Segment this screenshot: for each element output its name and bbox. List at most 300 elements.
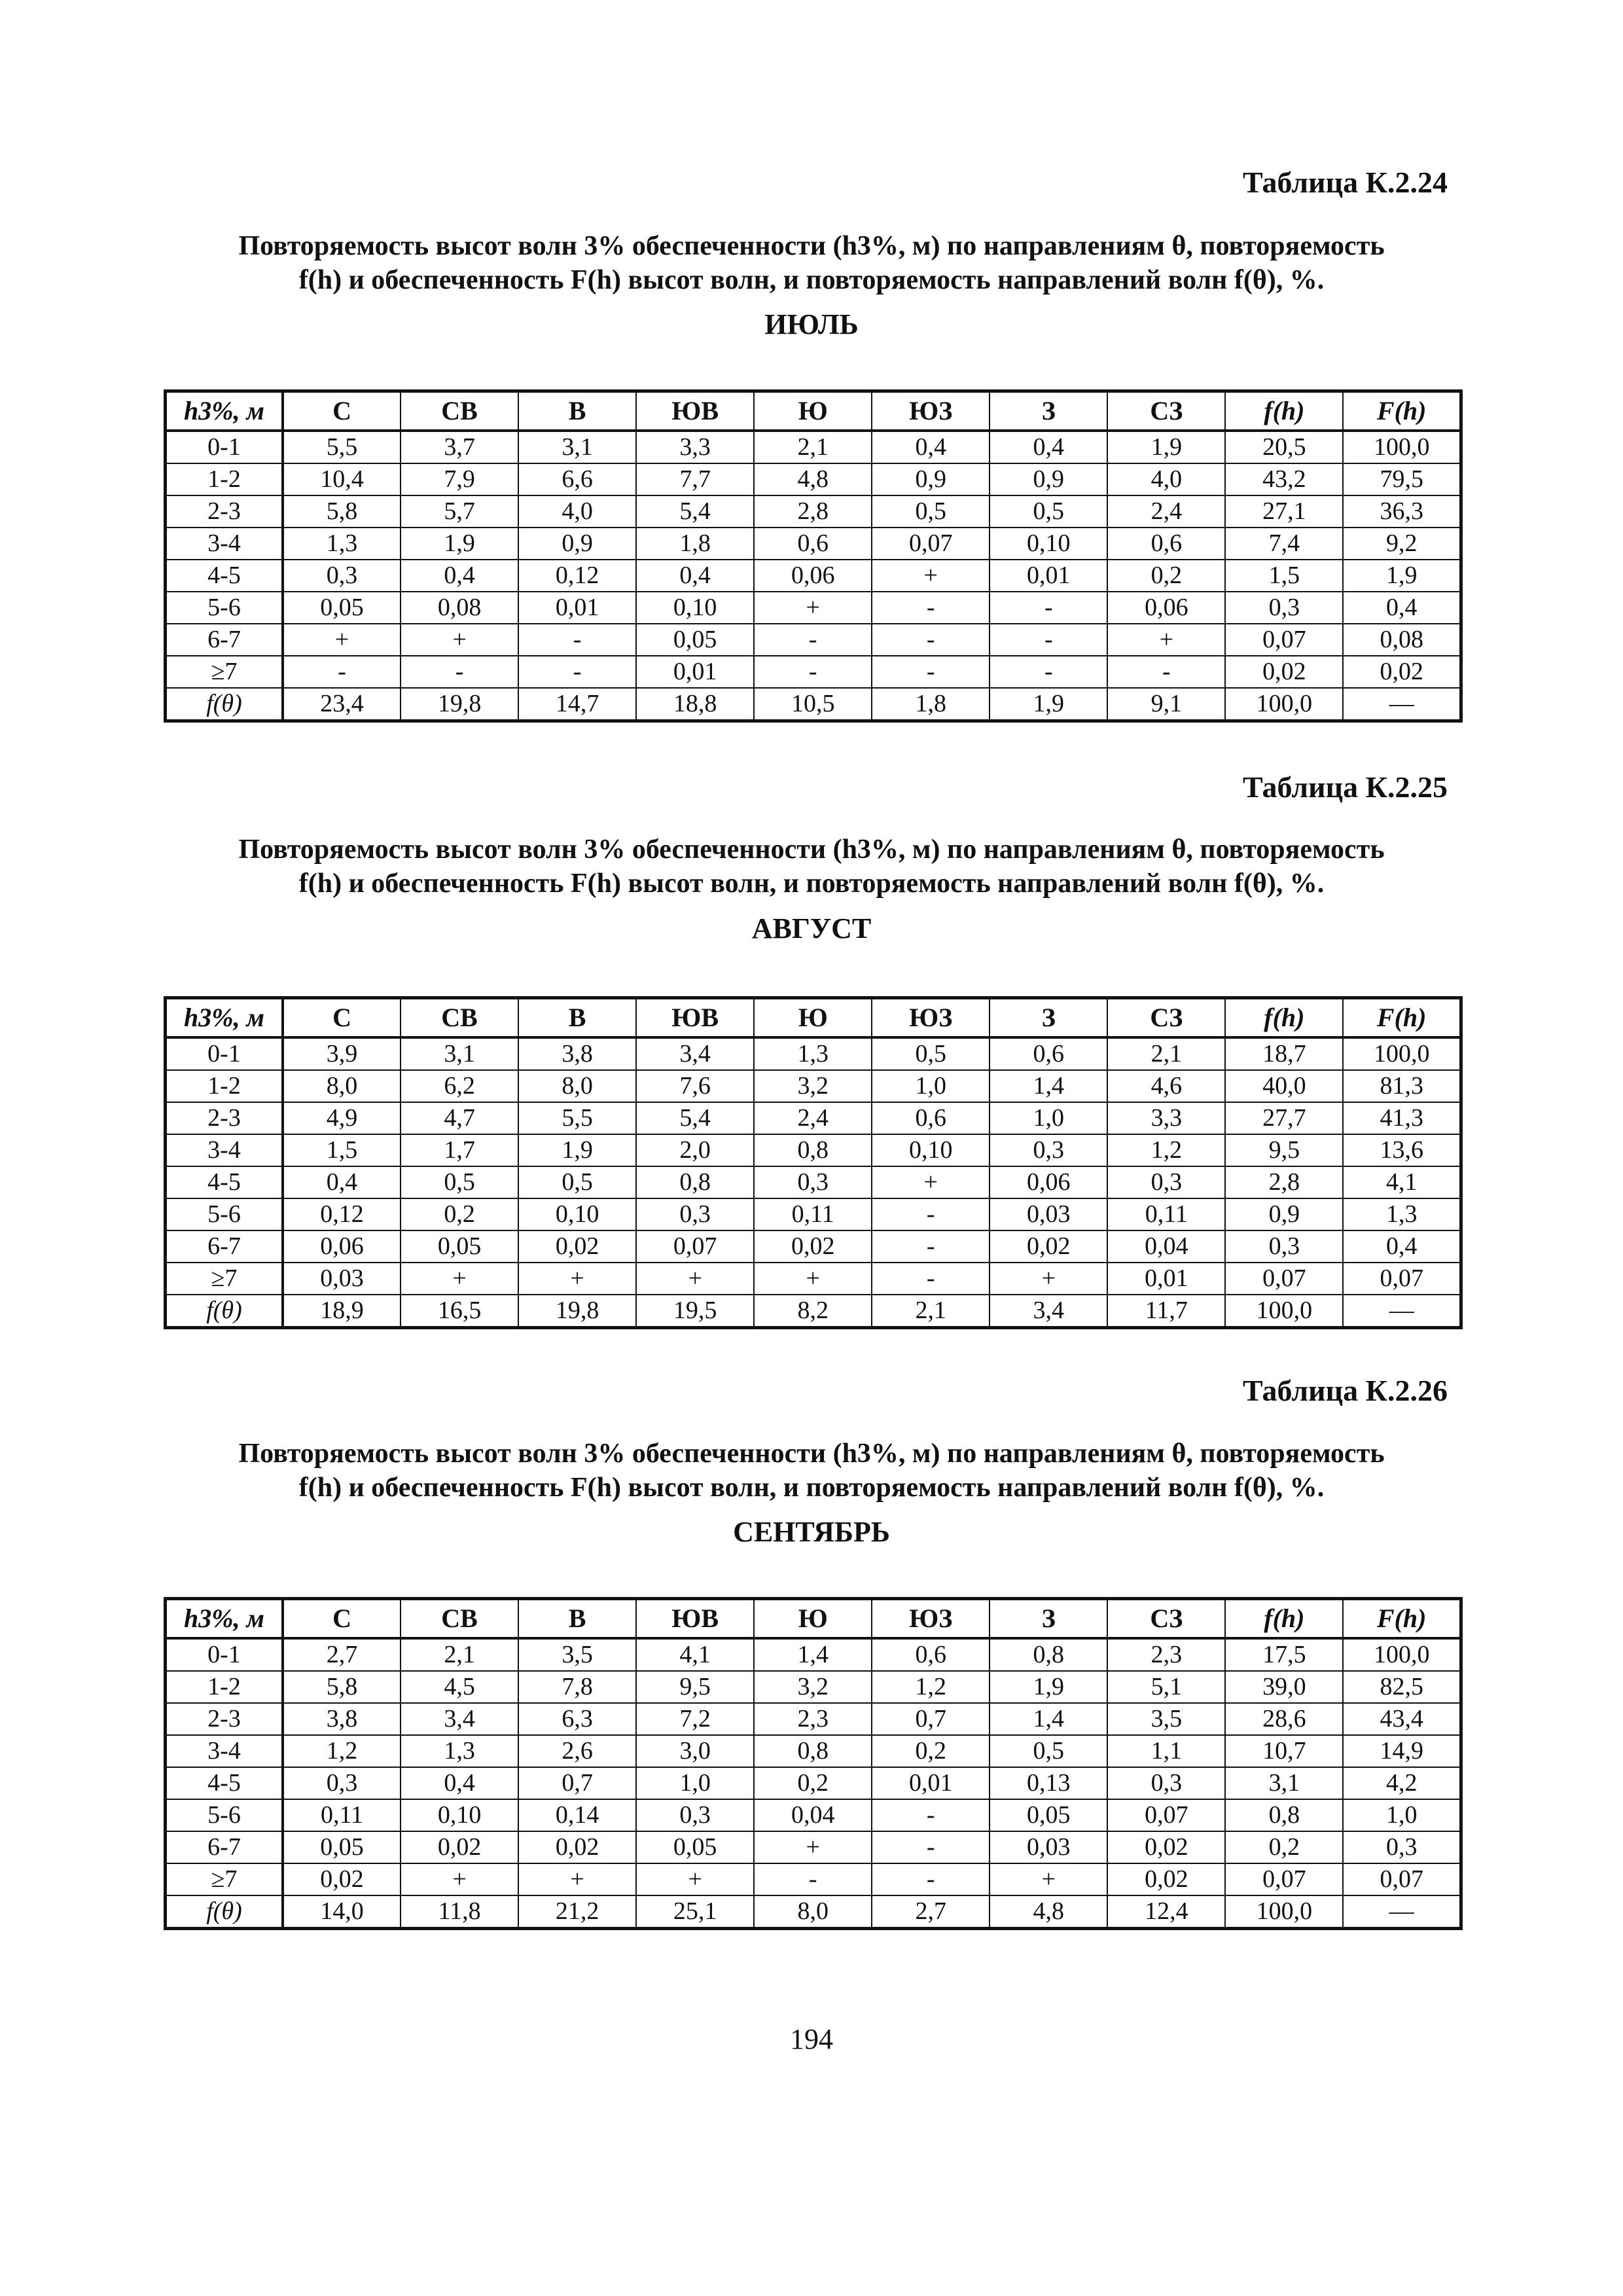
caption-line-2: f(h) и обеспеченность F(h) высот волн, и повторяемость направлений волн f(θ), %. [298,265,1325,295]
table-cell: 1,0 [990,1102,1107,1134]
table-cell: 0,07 [1343,1263,1461,1295]
table-cell: 0,5 [872,495,990,528]
table-cell: 4,0 [518,495,636,528]
table-cell: 10,7 [1225,1735,1343,1767]
table-cell: 27,7 [1225,1102,1343,1134]
table-cell: 3,4 [990,1295,1107,1328]
row-label-cell: 1-2 [166,463,283,495]
table-cell: - [872,1863,990,1895]
table-cell: 0,08 [401,592,518,624]
table-cell: 3,2 [754,1070,872,1102]
table-cell: 0,04 [754,1799,872,1831]
table-cell: 1,0 [636,1767,754,1799]
table-cell: 9,1 [1107,688,1225,721]
row-label-cell: 4-5 [166,1166,283,1198]
table-cell: 1,3 [754,1037,872,1070]
table-cell: 8,0 [518,1070,636,1102]
table-cell: 7,4 [1225,528,1343,560]
table-cell: 2,1 [872,1295,990,1328]
table-cell: 14,0 [283,1895,401,1929]
table-row [166,1671,1461,1703]
table-cell: 0,06 [990,1166,1107,1198]
table-cell: + [636,1863,754,1895]
table-cell: 3,7 [401,431,518,463]
header-cell: ЮЗ [872,391,990,431]
table-cell: 0,3 [990,1134,1107,1166]
table-cell: 2,7 [872,1895,990,1929]
table-cell: 4,7 [401,1102,518,1134]
table-cell: - [754,656,872,688]
table-cell: 17,5 [1225,1638,1343,1671]
table-cell: 25,1 [636,1895,754,1929]
table-caption [0,1437,1623,1505]
header-cell: f(h) [1225,1599,1343,1639]
row-label-cell: f(θ) [166,1295,283,1328]
table-cell: — [1343,1295,1461,1328]
table-cell: 0,6 [1107,528,1225,560]
table-label: Таблица К.2.25 [1242,770,1448,804]
table-cell: 1,4 [990,1703,1107,1735]
table-cell: 0,4 [1343,1230,1461,1263]
header-cell: СВ [401,1599,518,1639]
header-cell: f(h) [1225,391,1343,431]
header-cell: В [518,1599,636,1639]
table-cell: 0,6 [754,528,872,560]
table-cell: 3,3 [636,431,754,463]
table-cell: + [636,1263,754,1295]
table-cell: 3,5 [518,1638,636,1671]
header-cell: Ю [754,998,872,1038]
table-cell: 0,10 [636,592,754,624]
table-cell: 3,1 [518,431,636,463]
table-cell: 1,9 [1107,431,1225,463]
table-cell: 3,5 [1107,1703,1225,1735]
table-cell: 1,3 [1343,1198,1461,1230]
table-cell: 43,4 [1343,1703,1461,1735]
table-cell: 3,9 [283,1037,401,1070]
table-cell: 0,5 [990,1735,1107,1767]
table-cell: 0,6 [872,1102,990,1134]
table-cell: 0,3 [636,1198,754,1230]
row-label-cell: f(θ) [166,688,283,721]
header-cell-height: h3%, м [166,1599,283,1639]
table-cell: 1,9 [1343,560,1461,592]
table-row [166,1166,1461,1198]
table-cell: 0,7 [518,1767,636,1799]
table-cell: 0,03 [283,1263,401,1295]
table-row [166,463,1461,495]
table-cell: 0,01 [872,1767,990,1799]
table-cell: 16,5 [401,1295,518,1328]
table-cell: 2,1 [401,1638,518,1671]
table-cell: 0,10 [401,1799,518,1831]
table-cell: 0,3 [283,560,401,592]
row-label-cell: 1-2 [166,1671,283,1703]
table-cell: 2,8 [754,495,872,528]
table-cell: - [872,1198,990,1230]
table-cell: 0,07 [1343,1863,1461,1895]
table-cell: - [401,656,518,688]
table-cell: 39,0 [1225,1671,1343,1703]
table-cell: 0,3 [1107,1166,1225,1198]
table-cell: 0,4 [1343,592,1461,624]
table-cell: 13,6 [1343,1134,1461,1166]
table-cell: 0,2 [872,1735,990,1767]
header-cell: ЮЗ [872,998,990,1038]
table-cell: 3,1 [1225,1767,1343,1799]
table-cell: 2,7 [283,1638,401,1671]
table-cell: 11,7 [1107,1295,1225,1328]
table-cell: 82,5 [1343,1671,1461,1703]
table-cell: 43,2 [1225,463,1343,495]
header-cell: З [990,391,1107,431]
table-cell: — [1343,688,1461,721]
header-cell: Ю [754,391,872,431]
table-cell: 2,6 [518,1735,636,1767]
table-cell: 0,07 [872,528,990,560]
table-cell: - [754,624,872,656]
table-caption [0,229,1623,297]
table-cell: 81,3 [1343,1070,1461,1102]
table-cell: 4,0 [1107,463,1225,495]
table-cell: 14,7 [518,688,636,721]
table-cell: 6,3 [518,1703,636,1735]
table-cell: 0,07 [1107,1799,1225,1831]
table-cell: 3,2 [754,1671,872,1703]
table-cell: 28,6 [1225,1703,1343,1735]
table-cell: 6,6 [518,463,636,495]
table-row [166,1295,1461,1328]
table-cell: 1,4 [754,1638,872,1671]
table-cell: 0,2 [401,1198,518,1230]
table-cell: 20,5 [1225,431,1343,463]
row-label-cell: 5-6 [166,1799,283,1831]
table-cell: 14,9 [1343,1735,1461,1767]
table-cell: 8,2 [754,1295,872,1328]
table-row [166,624,1461,656]
row-label-cell: 4-5 [166,560,283,592]
row-label-cell: 2-3 [166,1102,283,1134]
table-row [166,1230,1461,1263]
table-cell: 4,1 [1343,1166,1461,1198]
table-cell: 0,11 [1107,1198,1225,1230]
table-cell: 0,5 [518,1166,636,1198]
table-row [166,656,1461,688]
table-cell: 0,06 [754,560,872,592]
table-cell: 0,13 [990,1767,1107,1799]
table-cell: 0,10 [990,528,1107,560]
table-cell: - [872,1230,990,1263]
table-cell: 5,8 [283,1671,401,1703]
row-label-cell: 0-1 [166,1638,283,1671]
table-cell: 3,4 [636,1037,754,1070]
table-cell: 100,0 [1225,1295,1343,1328]
table-cell: - [518,656,636,688]
table-cell: - [990,624,1107,656]
table-cell: 12,4 [1107,1895,1225,1929]
table-row [166,1638,1461,1671]
table-cell: 1,2 [283,1735,401,1767]
table-cell: 23,4 [283,688,401,721]
table-cell: 0,06 [1107,592,1225,624]
table-row [166,1895,1461,1929]
table-cell: 40,0 [1225,1070,1343,1102]
table-cell: 2,1 [754,431,872,463]
row-label-cell: 3-4 [166,1134,283,1166]
table-cell: 0,9 [990,463,1107,495]
row-label-cell: 6-7 [166,624,283,656]
table-cell: 0,02 [1343,656,1461,688]
table-cell: 0,8 [636,1166,754,1198]
header-row [166,1599,1461,1639]
table-cell: 1,4 [990,1070,1107,1102]
table-row [166,528,1461,560]
page-number: 194 [790,2023,833,2055]
table-cell: + [401,624,518,656]
table-cell: 1,9 [518,1134,636,1166]
header-cell: ЮВ [636,391,754,431]
table-cell: 2,4 [1107,495,1225,528]
table-cell: 1,2 [1107,1134,1225,1166]
table-cell: + [754,1831,872,1863]
table-cell: 5,4 [636,1102,754,1134]
table-cell: 1,3 [401,1735,518,1767]
table-cell: 1,9 [401,528,518,560]
table-cell: 0,02 [283,1863,401,1895]
table-cell: 0,9 [872,463,990,495]
table-cell: 0,05 [283,592,401,624]
header-cell: F(h) [1343,391,1461,431]
table-cell: - [872,1799,990,1831]
table-cell: 3,0 [636,1735,754,1767]
table-cell: 0,02 [754,1230,872,1263]
caption-line-1: Повторяемость высот волн 3% обеспеченности (h3%, м) по направлениям θ, повторяемость [238,834,1385,865]
table-cell: 5,5 [518,1102,636,1134]
table-cell: 0,10 [518,1198,636,1230]
table-cell: 3,8 [283,1703,401,1735]
header-cell: СЗ [1107,998,1225,1038]
table-cell: 0,12 [518,560,636,592]
table-cell: 4,5 [401,1671,518,1703]
table-cell: - [872,656,990,688]
row-label-cell: 6-7 [166,1831,283,1863]
table-cell: 4,9 [283,1102,401,1134]
table-cell: 0,5 [401,1166,518,1198]
row-label-cell: 3-4 [166,528,283,560]
table-cell: 21,2 [518,1895,636,1929]
table-cell: 7,2 [636,1703,754,1735]
header-cell: З [990,1599,1107,1639]
table-caption [0,833,1623,901]
table-cell: 10,4 [283,463,401,495]
table-cell: + [283,624,401,656]
header-cell-height: h3%, м [166,391,283,431]
table-row [166,560,1461,592]
table-row [166,1037,1461,1070]
table-cell: 2,0 [636,1134,754,1166]
table-cell: - [990,656,1107,688]
table-cell: 0,3 [1343,1831,1461,1863]
table-cell: 1,9 [990,1671,1107,1703]
table-cell: 0,05 [401,1230,518,1263]
header-cell: СВ [401,998,518,1038]
table-cell: 3,4 [401,1703,518,1735]
table-cell: - [283,656,401,688]
table-cell: 8,0 [754,1895,872,1929]
table-cell: - [872,1263,990,1295]
table-cell: 18,8 [636,688,754,721]
table-cell: 0,4 [283,1166,401,1198]
table-cell: 3,3 [1107,1102,1225,1134]
table-cell: 3,8 [518,1037,636,1070]
table-cell: 0,02 [1225,656,1343,688]
table-cell: 1,9 [990,688,1107,721]
table-cell: 0,3 [1225,592,1343,624]
table-cell: - [990,592,1107,624]
row-label-cell: 6-7 [166,1230,283,1263]
table-cell: + [754,592,872,624]
table-cell: 1,1 [1107,1735,1225,1767]
table-cell: 1,5 [283,1134,401,1166]
table-cell: + [990,1863,1107,1895]
table-cell: 0,01 [1107,1263,1225,1295]
table-cell: 5,5 [283,431,401,463]
table-cell: 0,14 [518,1799,636,1831]
table-cell: 7,6 [636,1070,754,1102]
table-cell: 0,2 [1225,1831,1343,1863]
table-cell: 0,07 [1225,1263,1343,1295]
table-cell: + [401,1263,518,1295]
table-row [166,688,1461,721]
table-cell: - [1107,656,1225,688]
caption-line-1: Повторяемость высот волн 3% обеспеченности (h3%, м) по направлениям θ, повторяемость [238,231,1385,261]
table-row [166,1703,1461,1735]
table-cell: 9,5 [1225,1134,1343,1166]
table-row [166,431,1461,463]
table-cell: 0,01 [990,560,1107,592]
row-label-cell: 5-6 [166,592,283,624]
table-label: Таблица К.2.26 [1242,1374,1448,1407]
table-cell: 1,0 [872,1070,990,1102]
row-label-cell: 2-3 [166,495,283,528]
data-table [164,996,1463,1329]
table-cell: 2,4 [754,1102,872,1134]
table-cell: 1,7 [401,1134,518,1166]
row-label-cell: 3-4 [166,1735,283,1767]
table-cell: 0,4 [401,1767,518,1799]
table-cell: 0,4 [990,431,1107,463]
table-cell: 0,07 [636,1230,754,1263]
header-cell: В [518,391,636,431]
table-row [166,1735,1461,1767]
row-label-cell: 1-2 [166,1070,283,1102]
table-cell: 0,4 [401,560,518,592]
table-cell: 0,9 [518,528,636,560]
table-cell: - [872,624,990,656]
table-row [166,1198,1461,1230]
table-cell: 0,11 [754,1198,872,1230]
row-label-cell: 4-5 [166,1767,283,1799]
table-cell: 5,1 [1107,1671,1225,1703]
table-cell: 0,10 [872,1134,990,1166]
table-cell: 36,3 [1343,495,1461,528]
header-cell: F(h) [1343,1599,1461,1639]
table-cell: 0,8 [1225,1799,1343,1831]
table-cell: 0,5 [872,1037,990,1070]
table-cell: 19,8 [401,688,518,721]
table-row [166,1263,1461,1295]
table-cell: 9,5 [636,1671,754,1703]
row-label-cell: ≥7 [166,656,283,688]
table-cell: 0,3 [283,1767,401,1799]
table-cell: 27,1 [1225,495,1343,528]
table-cell: 2,3 [1107,1638,1225,1671]
month-title: ИЮЛЬ [764,308,859,340]
table-cell: 0,4 [872,431,990,463]
table-cell: 2,3 [754,1703,872,1735]
table-cell: 5,4 [636,495,754,528]
row-label-cell: 5-6 [166,1198,283,1230]
header-cell: F(h) [1343,998,1461,1038]
row-label-cell: f(θ) [166,1895,283,1929]
table-cell: 0,03 [990,1831,1107,1863]
table-cell: 0,01 [636,656,754,688]
table-cell: 5,8 [283,495,401,528]
caption-line-2: f(h) и обеспеченность F(h) высот волн, и повторяемость направлений волн f(θ), %. [298,869,1325,899]
table-cell: 0,5 [990,495,1107,528]
table-cell: 2,8 [1225,1166,1343,1198]
table-cell: 0,4 [636,560,754,592]
row-label-cell: 2-3 [166,1703,283,1735]
table-cell: + [1107,624,1225,656]
table-cell: 0,6 [990,1037,1107,1070]
header-row [166,391,1461,431]
table-cell: + [518,1863,636,1895]
table-cell: 0,9 [1225,1198,1343,1230]
table-cell: 18,9 [283,1295,401,1328]
table-cell: 0,8 [754,1134,872,1166]
table-cell: 0,8 [754,1735,872,1767]
table-cell: 3,1 [401,1037,518,1070]
table-cell: 4,1 [636,1638,754,1671]
table-cell: + [401,1863,518,1895]
table-cell: 0,02 [990,1230,1107,1263]
table-cell: + [754,1263,872,1295]
header-cell: f(h) [1225,998,1343,1038]
header-cell: ЮЗ [872,1599,990,1639]
table-cell: 7,7 [636,463,754,495]
table-cell: 18,7 [1225,1037,1343,1070]
table-row [166,1799,1461,1831]
table-cell: 5,7 [401,495,518,528]
table-cell: 1,2 [872,1671,990,1703]
table-cell: 0,12 [283,1198,401,1230]
row-label-cell: 0-1 [166,1037,283,1070]
header-cell: Ю [754,1599,872,1639]
table-cell: 0,11 [283,1799,401,1831]
table-cell: 100,0 [1225,688,1343,721]
header-cell: СВ [401,391,518,431]
table-cell: 0,04 [1107,1230,1225,1263]
table-row [166,1863,1461,1895]
table-cell: 0,3 [636,1799,754,1831]
table-cell: 0,02 [1107,1831,1225,1863]
table-cell: 1,8 [636,528,754,560]
table-row [166,495,1461,528]
table-row [166,1831,1461,1863]
table-cell: 0,06 [283,1230,401,1263]
table-cell: + [990,1263,1107,1295]
